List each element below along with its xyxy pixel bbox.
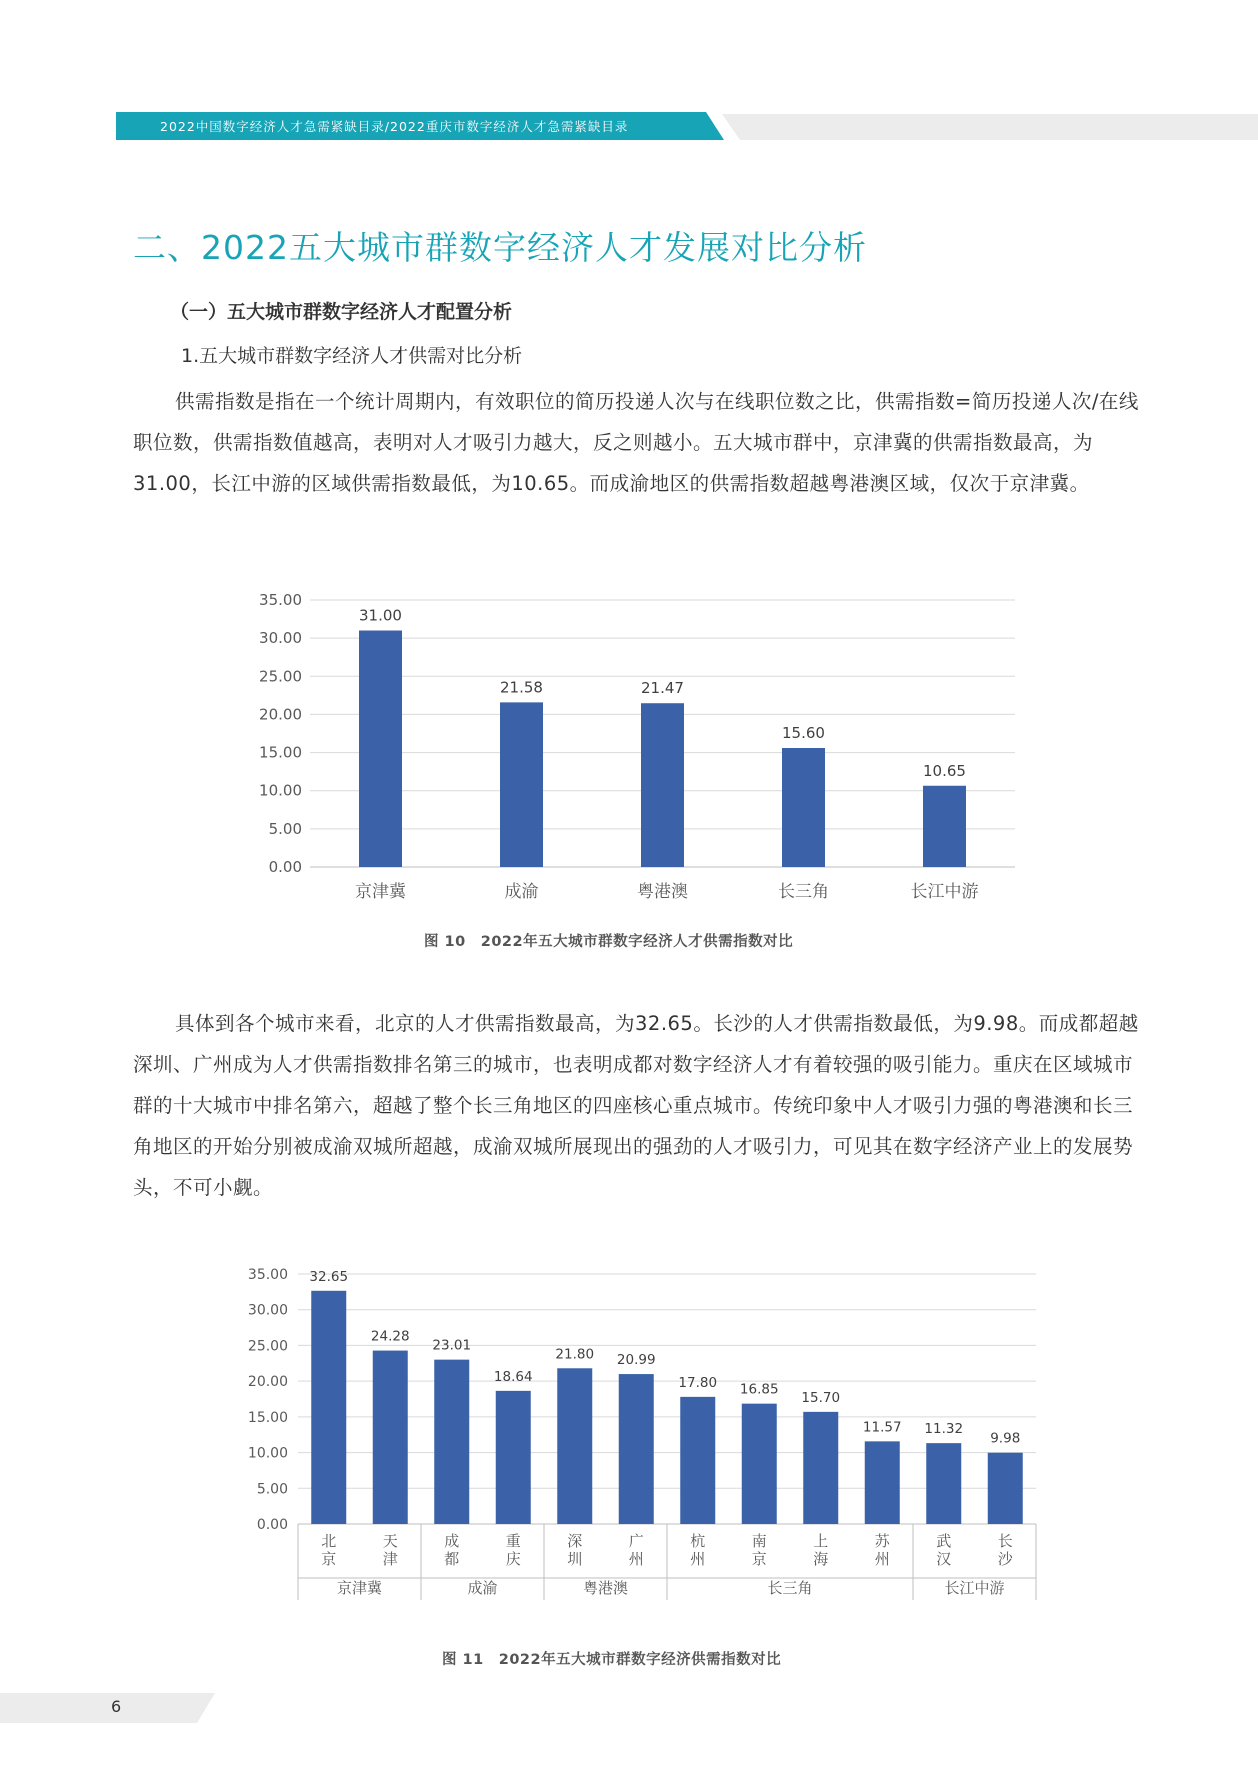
bar [923, 786, 966, 867]
x-tick-label: 海 [813, 1550, 829, 1568]
bar [496, 1391, 531, 1524]
x-tick-label: 长 [997, 1532, 1013, 1550]
y-tick-label: 10.00 [259, 781, 302, 800]
x-tick-label: 成 [444, 1532, 460, 1550]
data-label: 31.00 [359, 606, 402, 625]
y-tick-label: 0.00 [256, 1517, 288, 1533]
bar [926, 1443, 961, 1524]
x-tick-label: 州 [690, 1550, 706, 1568]
data-label: 20.99 [616, 1352, 656, 1369]
x-tick-label: 上 [813, 1532, 829, 1550]
group-label: 京津冀 [336, 1579, 383, 1597]
x-tick-label: 京津冀 [355, 882, 406, 900]
x-tick-label: 长三角 [778, 882, 829, 900]
data-label: 10.65 [923, 761, 966, 780]
data-label: 21.47 [641, 679, 684, 698]
data-label: 15.70 [801, 1389, 841, 1406]
group-label: 长江中游 [944, 1579, 1005, 1597]
bar [641, 703, 684, 867]
bar [865, 1441, 900, 1524]
x-tick-label: 广 [628, 1532, 644, 1550]
x-tick-label: 沙 [997, 1550, 1013, 1568]
section-title: 二、2022五大城市群数字经济人才发展对比分析 [133, 228, 867, 267]
group-label: 粤港澳 [582, 1579, 629, 1597]
chart-city-index [230, 1254, 1050, 1614]
x-tick-label: 重 [505, 1532, 521, 1550]
y-tick-label: 25.00 [259, 667, 302, 686]
y-tick-label: 35.00 [259, 591, 302, 609]
x-tick-label: 州 [874, 1550, 890, 1568]
bar [500, 702, 543, 867]
y-tick-label: 5.00 [256, 1481, 288, 1498]
page-number: 6 [111, 1697, 122, 1716]
bar [742, 1404, 777, 1524]
chart-city-cluster-index [240, 580, 1020, 900]
data-label: 21.58 [500, 678, 543, 697]
y-tick-label: 30.00 [247, 1302, 288, 1319]
x-tick-label: 都 [444, 1550, 460, 1568]
data-label: 18.64 [493, 1368, 533, 1385]
y-tick-label: 0.00 [268, 858, 302, 876]
y-tick-label: 5.00 [268, 819, 302, 838]
sub-subsection-title: 1.五大城市群数字经济人才供需对比分析 [181, 345, 523, 367]
y-tick-label: 15.00 [247, 1409, 288, 1426]
data-label: 11.57 [862, 1419, 902, 1436]
x-tick-label: 汉 [936, 1550, 952, 1568]
bar [557, 1368, 592, 1524]
footer-band [0, 1693, 215, 1723]
x-tick-label: 南 [751, 1532, 767, 1550]
figure-10-caption: 图 10 2022年五大城市群数字经济人才供需指数对比 [424, 934, 794, 950]
bar [434, 1360, 469, 1524]
x-tick-label: 杭 [690, 1532, 706, 1550]
x-tick-label: 州 [628, 1550, 644, 1568]
bar [782, 748, 825, 867]
x-tick-label: 庆 [505, 1550, 521, 1568]
bar [373, 1351, 408, 1524]
subsection-title: （一）五大城市群数字经济人才配置分析 [170, 301, 513, 323]
data-label: 24.28 [370, 1328, 410, 1345]
bar [311, 1291, 346, 1524]
x-tick-label: 京 [751, 1550, 767, 1568]
data-label: 21.80 [555, 1346, 595, 1363]
x-tick-label: 苏 [874, 1532, 890, 1550]
y-tick-label: 15.00 [259, 743, 302, 762]
x-tick-label: 北 [321, 1532, 337, 1550]
header-title: 2022中国数字经济人才急需紧缺目录/2022重庆市数字经济人才急需紧缺目录 [160, 119, 629, 134]
x-tick-label: 京 [321, 1550, 337, 1568]
data-label: 11.32 [924, 1421, 964, 1438]
y-tick-label: 30.00 [259, 629, 302, 648]
bar [619, 1374, 654, 1524]
y-tick-label: 35.00 [247, 1267, 288, 1283]
y-tick-label: 25.00 [247, 1338, 288, 1355]
data-label: 15.60 [782, 723, 825, 742]
x-tick-label: 武 [936, 1532, 952, 1550]
data-label: 23.01 [432, 1337, 472, 1354]
x-tick-label: 津 [382, 1550, 398, 1568]
x-tick-label: 深 [567, 1532, 583, 1550]
bar [803, 1412, 838, 1524]
x-tick-label: 成渝 [504, 882, 539, 900]
data-label: 17.80 [678, 1374, 718, 1391]
x-tick-label: 粤港澳 [637, 882, 688, 900]
y-tick-label: 20.00 [259, 705, 302, 724]
y-tick-label: 20.00 [247, 1374, 288, 1391]
data-label: 32.65 [309, 1268, 349, 1285]
x-tick-label: 天 [382, 1532, 398, 1550]
group-label: 长三角 [767, 1579, 813, 1597]
y-tick-label: 10.00 [247, 1445, 288, 1462]
figure-11-caption: 图 11 2022年五大城市群数字经济供需指数对比 [442, 1652, 782, 1668]
bar [988, 1453, 1023, 1524]
paragraph-supply-demand-definition: 供需指数是指在一个统计周期内，有效职位的简历投递人次与在线职位数之比，供需指数=简历投递人次/在线职位数，供需指数值越高，表明对人才吸引力越大，反之则越小。五大城市群中，京津冀的供需指数最高，为31.00，长江中游的区域供需指数最低，为10.65。而成渝地区的供需指数超越粤港澳区域，仅次于京津冀。 [133, 390, 1139, 495]
data-label: 16.85 [739, 1381, 779, 1398]
paragraph-city-analysis: 具体到各个城市来看，北京的人才供需指数最高，为32.65。长沙的人才供需指数最低，为9.98。而成都超越深圳、广州成为人才供需指数排名第三的城市，也表明成都对数字经济人才有着较强的吸引能力。重庆在区域城市群的十大城市中排名第六，超越了整个长三角地区的四座核心重点城市。传统印象中人才吸引力强的粤港澳和长三角地区的开始分别被成渝双城所超越，成渝双城所展现出的强劲的人才吸引力，可见其在数字经济产业上的发展势头，不可小觑。 [133, 1012, 1139, 1199]
group-label: 成渝 [467, 1579, 498, 1597]
x-tick-label: 长江中游 [910, 882, 979, 900]
x-tick-label: 圳 [567, 1550, 583, 1568]
data-label: 9.98 [990, 1430, 1021, 1447]
bar [680, 1397, 715, 1524]
bar [359, 631, 402, 867]
